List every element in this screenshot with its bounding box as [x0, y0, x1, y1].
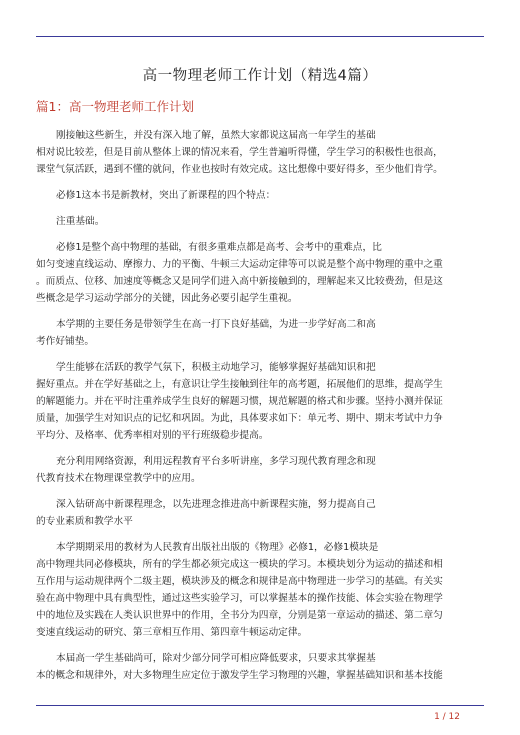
paragraph-line: 刚接触这些新生，并没有深入地了解，虽然大家都说这届高一年学生的基础: [56, 130, 376, 141]
paragraph-line: 的解题能力。并在平时注重养成学生良好的解题习惯，规范解题的格式和步骤。坚持小测并保证: [36, 396, 443, 407]
paragraph-line: 质量，加强学生对知识点的记忆和巩固。为此，具体要求如下：单元考、期中、期末考试中力争: [36, 413, 443, 424]
paragraph-line: 课堂气氛活跃，遇到不懂的就问，作业也按时有效完成。这比想像中要好得多，至少他们肯学。: [36, 164, 443, 175]
footer-rule: [36, 705, 484, 706]
paragraph-line: 本学期期采用的教材为人民教育出版社出版的《物理》必修1，必修1模块是: [56, 542, 379, 553]
paragraph: [36, 239, 484, 307]
paragraph-line: 些概念是学习运动学部分的关键，因此务必要引起学生重视。: [36, 293, 298, 304]
paragraph-line: 本学期的主要任务是带领学生在高一打下良好基础，为进一步学好高二和高: [56, 319, 376, 330]
paragraph: [36, 187, 484, 204]
paragraph-line: 中的地位及实践在人类认识世界中的作用，全书分为四章，分别是第一章运动的描述、第二章匀: [36, 610, 443, 621]
paragraph-line: 验在高中物理中具有典型性，通过这些实验学习，可以掌握基本的操作技能、体会实验在物理学: [36, 593, 443, 604]
paragraph-line: 本的概念和规律外，对大多物理生应定位于激发学生学习物理的兴趣，掌握基础知识和基本技能: [36, 670, 443, 681]
paragraph: [36, 213, 484, 230]
document-body: [36, 127, 484, 693]
paragraph: [36, 316, 484, 350]
paragraph-line: 。而质点、位移、加速度等概念又是同学们进入高中新接触到的，理解起来又比较费劲，但是这: [36, 276, 443, 287]
paragraph-line: 深入钻研高中新课程理念，以先进理念推进高中新课程实施，努力提高自己: [56, 499, 376, 510]
paragraph: [36, 453, 484, 487]
paragraph-line: 必修1这本书是新教材，突出了新课程的四个特点：: [56, 190, 276, 201]
paragraph: [36, 359, 484, 444]
paragraph-line: 平均分、及格率、优秀率相对别的平行班级稳步提高。: [36, 430, 269, 441]
paragraph-line: 相对说比较差，但是目前从整体上课的情况来看，学生普遍听得懂，学生学习的积极性也很高，: [36, 147, 443, 158]
paragraph-line: 充分利用网络资源，利用远程教育平台多听讲座，多学习现代教育理念和现: [56, 456, 376, 467]
section-heading: 篇1：高一物理老师工作计划: [36, 99, 194, 114]
paragraph-line: 变速直线运动的研究、第三章相互作用、第四章牛顿运动定律。: [36, 627, 308, 638]
document-title: 高一物理老师工作计划（精选4篇）: [142, 68, 378, 84]
page-number: 1 / 12: [434, 712, 460, 722]
paragraph-line: 学生能够在活跃的教学气氛下，积极主动地学习，能够掌握好基础知识和把: [56, 362, 376, 373]
paragraph: [36, 650, 484, 684]
paragraph: [36, 539, 484, 641]
paragraph-line: 代教育技术在物理课堂教学中的应用。: [36, 473, 201, 484]
paragraph-line: 本届高一学生基础尚可，除对少部分同学可相应降低要求，只要求其掌握基: [56, 653, 376, 664]
paragraph-line: 互作用与运动规律两个二级主题，模块涉及的概念和规律是高中物理进一步学习的基础。有关实: [36, 576, 443, 587]
paragraph-line: 考作好铺垫。: [36, 336, 95, 347]
paragraph-line: 的专业素质和教学水平: [36, 516, 133, 527]
paragraph: [36, 496, 484, 530]
paragraph-line: 注重基础。: [56, 216, 105, 227]
paragraph: [36, 127, 484, 178]
header-rule: [36, 36, 484, 37]
paragraph-line: 握好重点。并在学好基础之上，有意识让学生接触到往年的高考题，拓展他们的思维，提高学生: [36, 379, 443, 390]
paragraph-line: 必修1是整个高中物理的基础，有很多重难点都是高考、会考中的重难点，比: [56, 242, 382, 253]
paragraph-line: 高中物理共同必修模块，所有的学生都必须完成这一模块的学习。本模块划分为运动的描述和相: [36, 559, 443, 570]
paragraph-line: 如匀变速直线运动、摩擦力、力的平衡、牛顿三大运动定律等可以说是整个高中物理的重中之重: [36, 259, 443, 270]
